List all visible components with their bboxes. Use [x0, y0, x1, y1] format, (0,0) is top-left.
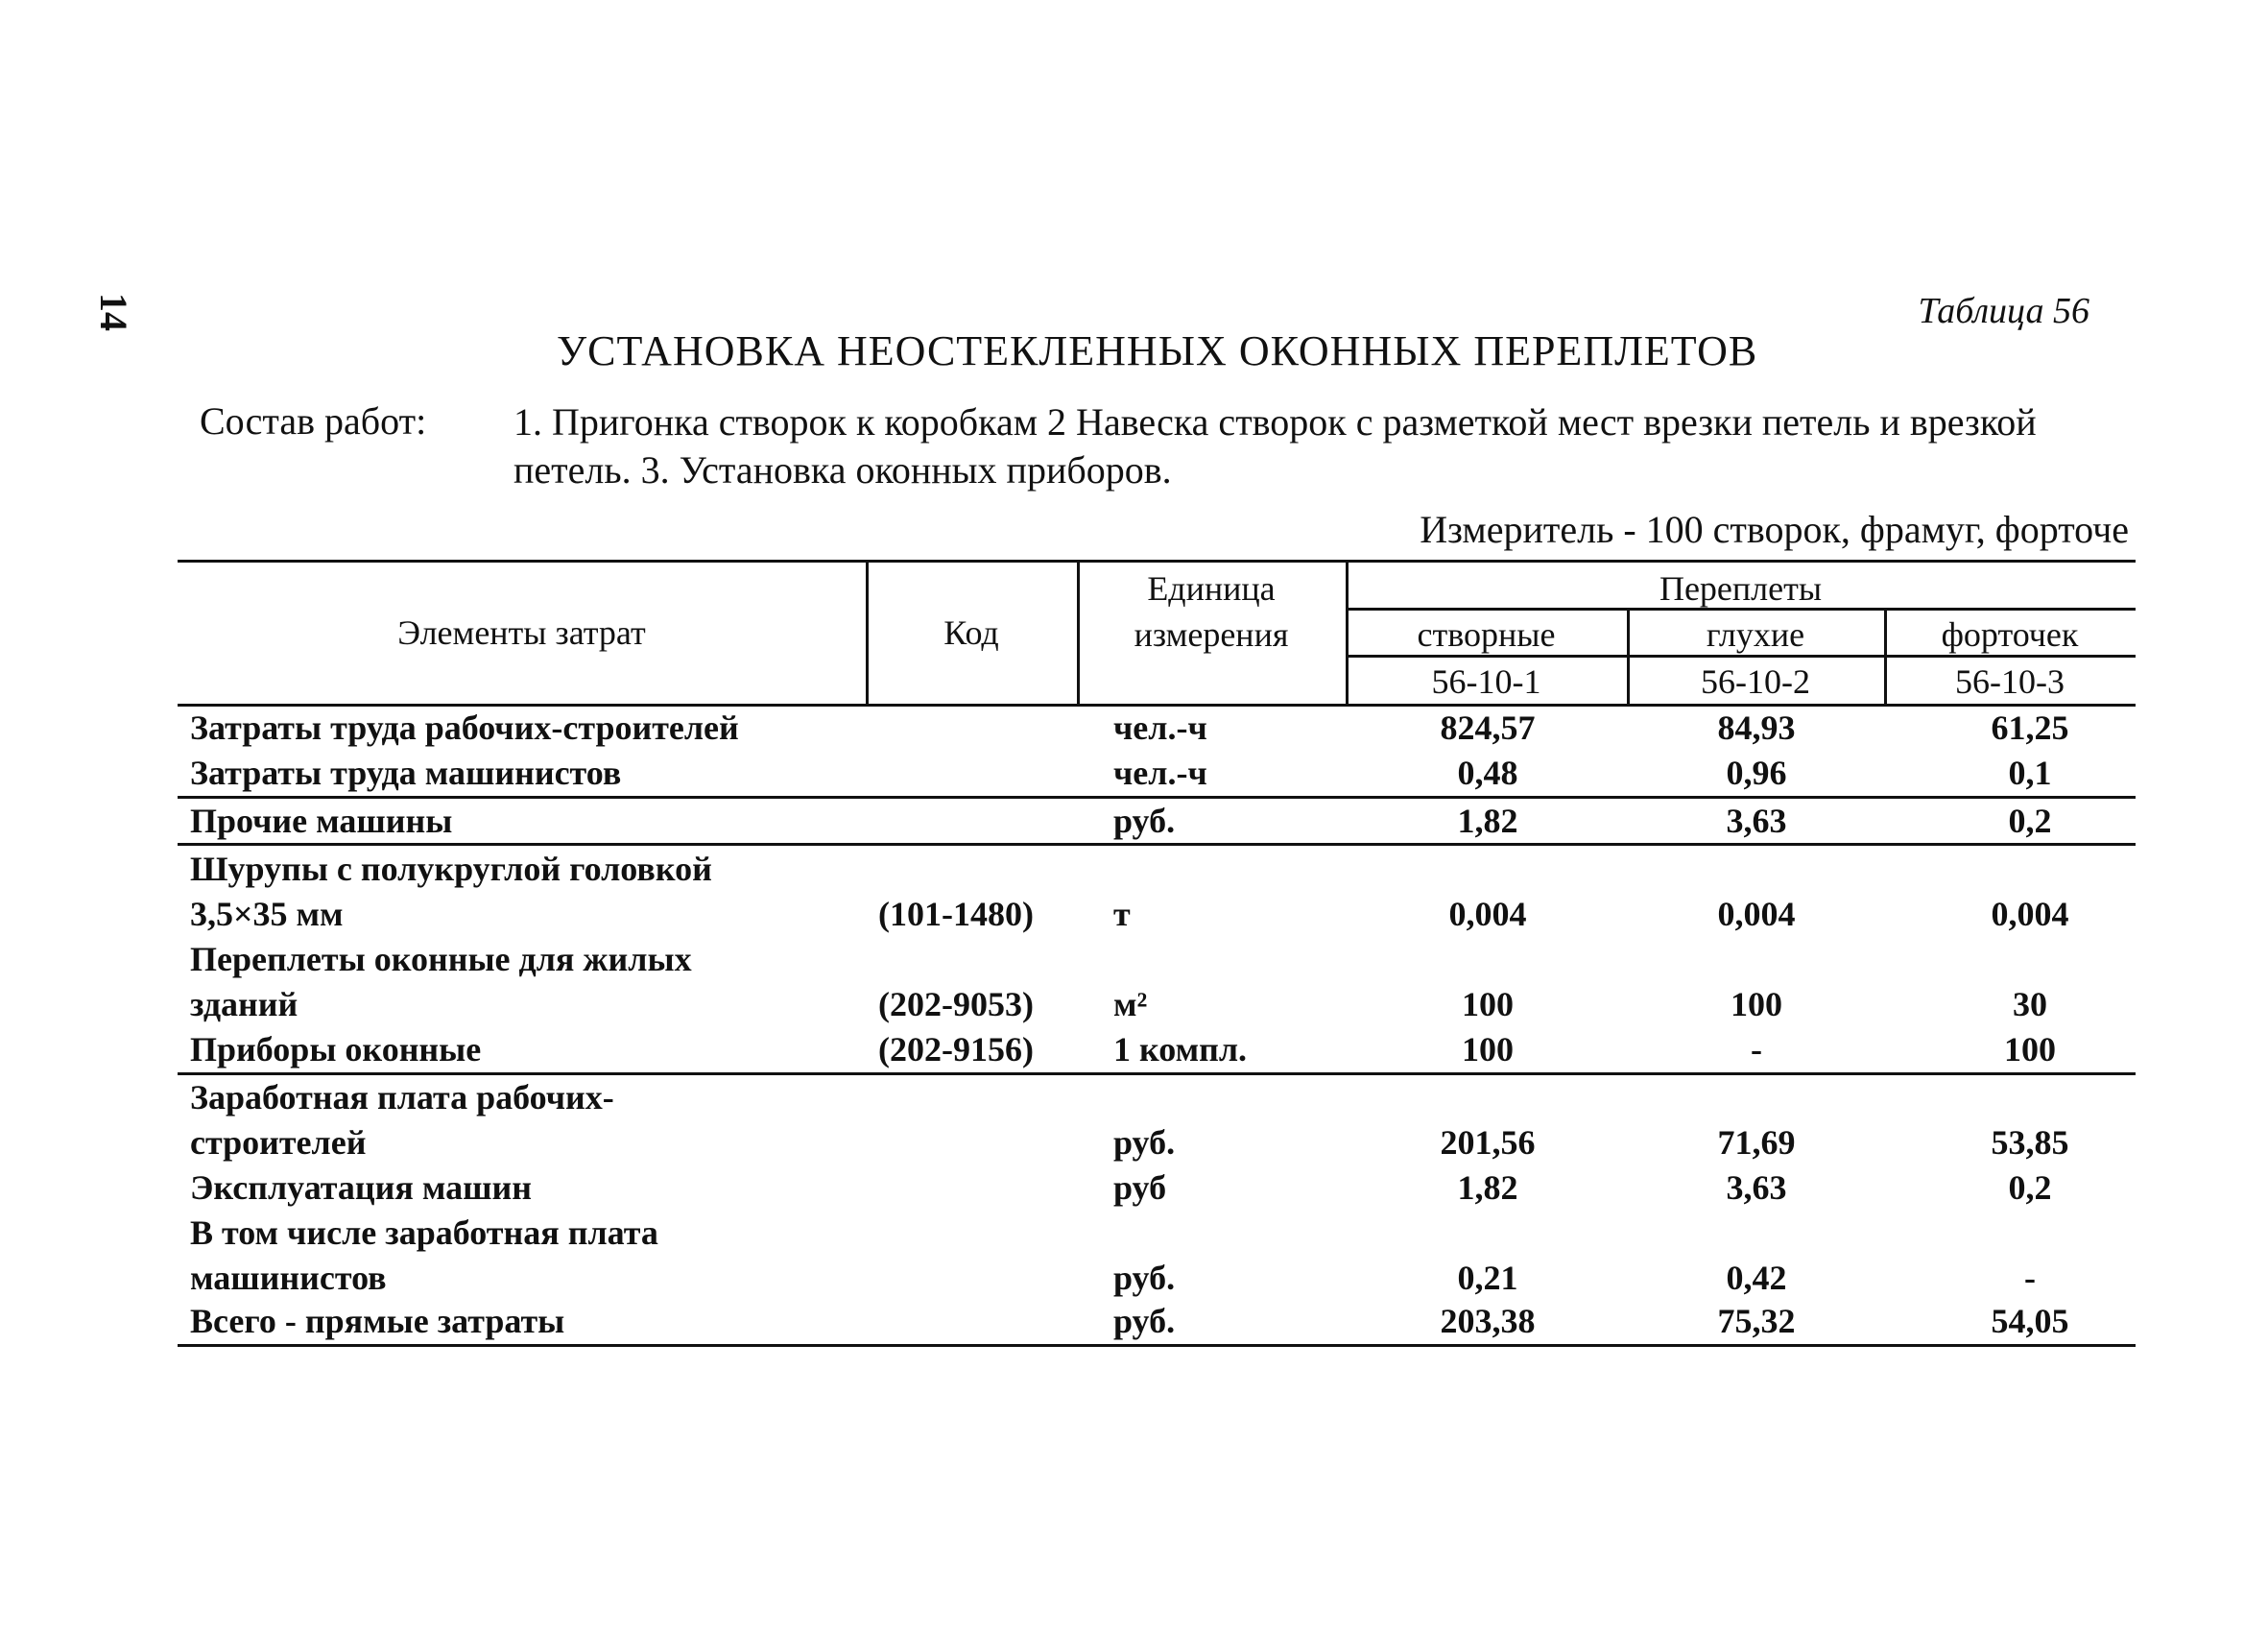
- table-row: [0, 751, 2268, 796]
- row-value-1: 100: [1462, 1030, 1514, 1069]
- row-unit: руб.: [1113, 802, 1176, 840]
- table-label: Таблица 56: [1918, 291, 2089, 331]
- row-code: (101-1480): [878, 895, 1034, 933]
- row-name: Приборы оконные: [190, 1030, 482, 1069]
- page-title: УСТАНОВКА НЕОСТЕКЛЕННЫХ ОКОННЫХ ПЕРЕПЛЕТОВ: [557, 327, 1758, 374]
- row-value-3: 0,2: [2008, 802, 2052, 840]
- header-sub-2: глухие: [1706, 615, 1805, 654]
- row-unit: руб.: [1113, 1302, 1176, 1340]
- header-group: Переплеты: [1659, 569, 1823, 608]
- header-unit-line2: измерения: [1134, 615, 1289, 654]
- table-row: [0, 1256, 2268, 1301]
- row-value-2: 84,93: [1717, 708, 1796, 747]
- table-row: [0, 1211, 2268, 1256]
- row-name: Шурупы с полукруглой головкой: [190, 850, 712, 888]
- row-name: В том числе заработная плата: [190, 1213, 658, 1252]
- table-row: [0, 706, 2268, 751]
- row-value-2: 0,004: [1717, 895, 1796, 933]
- row-value-1: 824,57: [1440, 708, 1536, 747]
- row-value-1: 201,56: [1440, 1123, 1536, 1162]
- table-row: [0, 937, 2268, 982]
- table-row: [0, 847, 2268, 892]
- row-unit: чел.-ч: [1113, 754, 1207, 792]
- row-name: Заработная плата рабочих-: [190, 1078, 614, 1117]
- row-unit: м²: [1113, 985, 1148, 1023]
- row-value-3: 30: [2013, 985, 2047, 1023]
- row-value-3: 61,25: [1991, 708, 2069, 747]
- row-unit: руб.: [1113, 1123, 1176, 1162]
- header-code-1: 56-10-1: [1431, 662, 1541, 701]
- table-row: [0, 1120, 2268, 1165]
- row-value-3: 0,1: [2008, 754, 2052, 792]
- row-unit: 1 компл.: [1113, 1030, 1248, 1069]
- table-row: [0, 982, 2268, 1027]
- table-row: [0, 1299, 2268, 1344]
- row-name: Затраты труда машинистов: [190, 754, 622, 792]
- table-row: [0, 1165, 2268, 1211]
- row-name: Затраты труда рабочих-строителей: [190, 708, 739, 747]
- header-elements: Элементы затрат: [397, 613, 646, 652]
- table-row: [0, 799, 2268, 844]
- row-value-2: 3,63: [1726, 1168, 1787, 1207]
- header-code-2: 56-10-2: [1701, 662, 1810, 701]
- row-value-3: 0,2: [2008, 1168, 2052, 1207]
- table-bottom-rule: [178, 1344, 2136, 1347]
- header-sub-3: форточек: [1941, 615, 2079, 654]
- row-value-2: 100: [1731, 985, 1782, 1023]
- header-code-3: 56-10-3: [1955, 662, 2065, 701]
- row-value-1: 0,21: [1457, 1259, 1518, 1297]
- row-value-2: 0,42: [1726, 1259, 1787, 1297]
- table-top-rule: [178, 560, 2136, 563]
- header-sub-rule: [1346, 655, 2136, 658]
- measure-unit-text: Измеритель - 100 створок, фрамуг, форточе: [1420, 508, 2129, 551]
- row-value-1: 1,82: [1457, 802, 1518, 840]
- table-row: [0, 1075, 2268, 1120]
- row-value-3: 54,05: [1991, 1302, 2069, 1340]
- row-value-3: 0,004: [1991, 895, 2069, 933]
- work-composition-label: Состав работ:: [200, 399, 427, 443]
- row-name: 3,5×35 мм: [190, 895, 344, 933]
- row-unit: чел.-ч: [1113, 708, 1207, 747]
- row-value-3: 53,85: [1991, 1123, 2069, 1162]
- row-value-2: 75,32: [1717, 1302, 1796, 1340]
- row-value-1: 1,82: [1457, 1168, 1518, 1207]
- header-code: Код: [943, 613, 999, 652]
- row-name: Прочие машины: [190, 802, 453, 840]
- row-name: строителей: [190, 1123, 367, 1162]
- table-row: [0, 1027, 2268, 1072]
- row-value-1: 0,48: [1457, 754, 1518, 792]
- header-unit-line1: Единица: [1147, 569, 1276, 608]
- row-name: зданий: [190, 985, 298, 1023]
- row-value-2: 71,69: [1717, 1123, 1796, 1162]
- row-value-2: 3,63: [1726, 802, 1787, 840]
- row-code: (202-9053): [878, 985, 1034, 1023]
- row-name: Эксплуатация машин: [190, 1168, 533, 1207]
- row-value-2: -: [1751, 1030, 1762, 1069]
- row-value-1: 203,38: [1440, 1302, 1536, 1340]
- row-code: (202-9156): [878, 1030, 1034, 1069]
- row-name: машинистов: [190, 1259, 387, 1297]
- row-value-3: 100: [2004, 1030, 2056, 1069]
- row-name: Переплеты оконные для жилых: [190, 940, 692, 978]
- row-name: Всего - прямые затраты: [190, 1302, 565, 1340]
- row-value-1: 0,004: [1448, 895, 1527, 933]
- row-unit: т: [1113, 895, 1131, 933]
- table-row: [0, 892, 2268, 937]
- row-value-1: 100: [1462, 985, 1514, 1023]
- page-number: 14: [92, 293, 135, 331]
- row-value-3: -: [2024, 1259, 2036, 1297]
- row-unit: руб: [1113, 1168, 1167, 1207]
- work-composition-text: 1. Пригонка створок к коробкам 2 Навеска створок с разметкой мест врезки петель и врезкой петель. 3. Установка оконных приборов.: [513, 400, 2037, 492]
- row-unit: руб.: [1113, 1259, 1176, 1297]
- row-value-2: 0,96: [1726, 754, 1787, 792]
- header-sub-1: створные: [1417, 615, 1556, 654]
